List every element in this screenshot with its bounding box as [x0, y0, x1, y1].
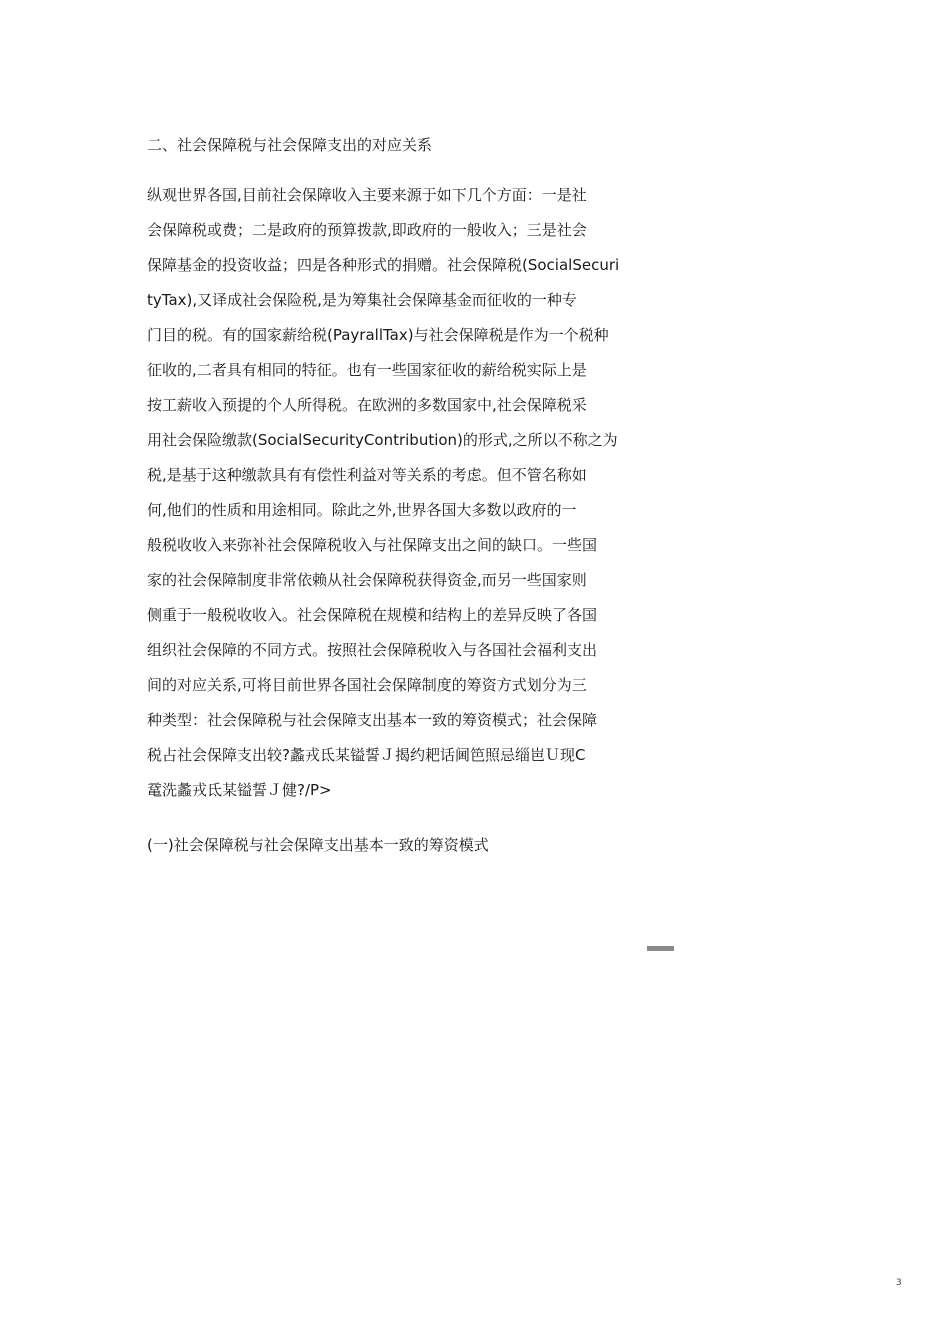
paragraph-line: 家的社会保障制度非常依赖从社会保障税获得资金,而另一些国家则 [147, 571, 587, 589]
paragraph-line: 税,是基于这种缴款具有有偿性利益对等关系的考虑。但不管名称如 [147, 466, 587, 484]
dash-mark [647, 946, 674, 951]
paragraph-line: 侧重于一般税收收入。社会保障税在规模和结构上的差异反映了各国 [147, 606, 598, 624]
page-number: 3 [896, 1278, 902, 1288]
paragraph-line: tyTax),又译成社会保险税,是为筹集社会保障基金而征收的一种专 [147, 291, 577, 309]
paragraph-line: 间的对应关系,可将目前世界各国社会保障制度的筹资方式划分为三 [147, 676, 587, 694]
paragraph-line: 按工薪收入预提的个人所得税。在欧洲的多数国家中,社会保障税采 [147, 396, 587, 414]
paragraph-line: 保障基金的投资收益；四是各种形式的捐赠。社会保障税(SocialSecuri [147, 256, 620, 274]
section-heading: 二、社会保障税与社会保障支出的对应关系 [147, 136, 433, 154]
paragraph-line: 税占社会保障支出较?蠡戎氐某镒誓Ｊ揭约耙话阃笆照忌缁岜Ｕ现С [147, 746, 586, 764]
paragraph-line: 会保障税或费；二是政府的预算拨款,即政府的一般收入；三是社会 [147, 221, 587, 239]
subsection-heading: (一)社会保障税与社会保障支出基本一致的筹资模式 [147, 836, 489, 854]
paragraph-line: 征收的,二者具有相同的特征。也有一些国家征收的薪给税实际上是 [147, 361, 587, 379]
paragraph-line: 种类型：社会保障税与社会保障支出基本一致的筹资模式；社会保障 [147, 711, 598, 729]
body-paragraph [147, 183, 619, 813]
paragraph-line: 组织社会保障的不同方式。按照社会保障税收入与各国社会福利支出 [147, 641, 598, 659]
paragraph-line: 用社会保险缴款(SocialSecurityContribution)的形式,之所以不称之为 [147, 431, 618, 449]
paragraph-line: 何,他们的性质和用途相同。除此之外,世界各国大多数以政府的一 [147, 501, 577, 519]
paragraph-line: 纵观世界各国,目前社会保障收入主要来源于如下几个方面：一是社 [147, 186, 587, 204]
paragraph-line: 鼋洗蠡戎氐某镒誓Ｊ健?/P> [147, 781, 332, 799]
paragraph-line: 般税收收入来弥补社会保障税收入与社保障支出之间的缺口。一些国 [147, 536, 598, 554]
paragraph-line: 门目的税。有的国家薪给税(PayrallTax)与社会保障税是作为一个税种 [147, 326, 609, 344]
